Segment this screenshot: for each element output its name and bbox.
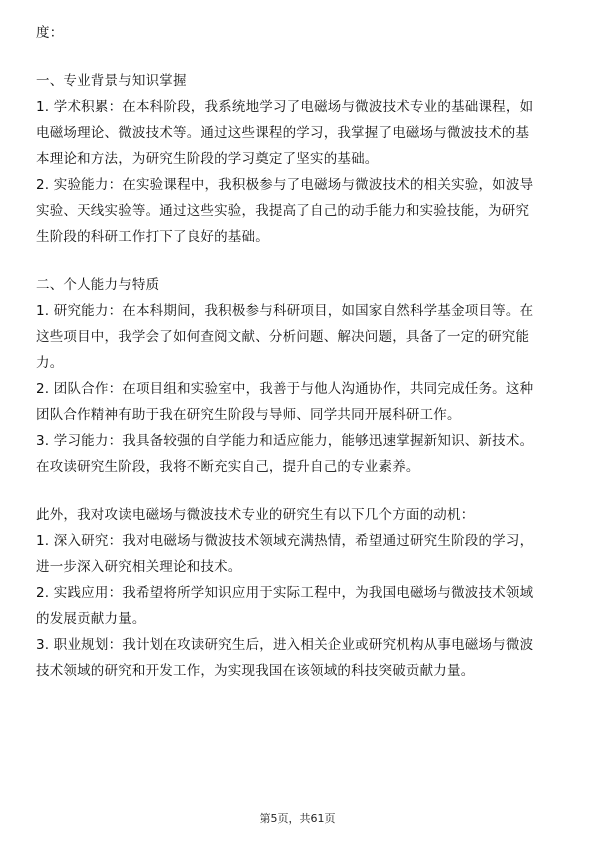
paragraph-line: 实验、天线实验等。通过这些实验，我提高了自己的动手能力和实验技能，为研究 xyxy=(36,203,530,219)
paragraph-line: 本理论和方法，为研究生阶段的学习奠定了坚实的基础。 xyxy=(36,151,379,167)
paragraph-line: 1. 深入研究：我对电磁场与微波技术领域充满热情，希望通过研究生阶段的学习， xyxy=(36,533,534,549)
paragraph-line: 团队合作精神有助于我在研究生阶段与导师、同学共同开展科研工作。 xyxy=(36,407,461,423)
paragraph-gap xyxy=(36,46,564,68)
document-body xyxy=(36,20,564,684)
paragraph-line: 力。 xyxy=(36,355,64,371)
motivation-intro: 此外，我对攻读电磁场与微波技术专业的研究生有以下几个方面的动机： xyxy=(36,507,475,523)
paragraph-line: 1. 研究能力：在本科期间，我积极参与科研项目，如国家自然科学基金项目等。在 xyxy=(36,303,534,319)
paragraph-line: 2. 实验能力：在实验课程中，我积极参与了电磁场与微波技术的相关实验，如波导 xyxy=(36,177,534,193)
paragraph-gap xyxy=(36,480,564,502)
paragraph-line: 这些项目中，我学会了如何查阅文献、分析问题、解决问题，具备了一定的研究能 xyxy=(36,329,530,345)
paragraph-line: 电磁场理论、微波技术等。通过这些课程的学习，我掌握了电磁场与微波技术的基 xyxy=(36,125,530,141)
intro-tail-text: 度： xyxy=(36,25,64,41)
paragraph-line: 3. 职业规划：我计划在攻读研究生后，进入相关企业或研究机构从事电磁场与微波 xyxy=(36,637,534,653)
paragraph-line: 技术领域的研究和开发工作，为实现我国在该领域的科技突破贡献力量。 xyxy=(36,663,475,679)
page-number-footer: 第5页，共61页 xyxy=(259,812,336,825)
paragraph-line: 2. 实践应用：我希望将所学知识应用于实际工程中，为我国电磁场与微波技术领域 xyxy=(36,585,534,601)
paragraph-line: 的发展贡献力量。 xyxy=(36,611,146,627)
section-heading-abilities: 二、个人能力与特质 xyxy=(36,277,160,293)
paragraph-gap xyxy=(36,250,564,272)
paragraph-line: 3. 学习能力：我具备较强的自学能力和适应能力，能够迅速掌握新知识、新技术。 xyxy=(36,433,534,449)
paragraph-line: 2. 团队合作：在项目组和实验室中，我善于与他人沟通协作，共同完成任务。这种 xyxy=(36,381,534,397)
section-heading-background: 一、专业背景与知识掌握 xyxy=(36,73,187,89)
paragraph-line: 进一步深入研究相关理论和技术。 xyxy=(36,559,242,575)
paragraph-line: 生阶段的科研工作打下了良好的基础。 xyxy=(36,229,269,245)
paragraph-line: 1. 学术积累：在本科阶段，我系统地学习了电磁场与微波技术专业的基础课程，如 xyxy=(36,99,534,115)
paragraph-line: 在攻读研究生阶段，我将不断充实自己，提升自己的专业素养。 xyxy=(36,459,420,475)
